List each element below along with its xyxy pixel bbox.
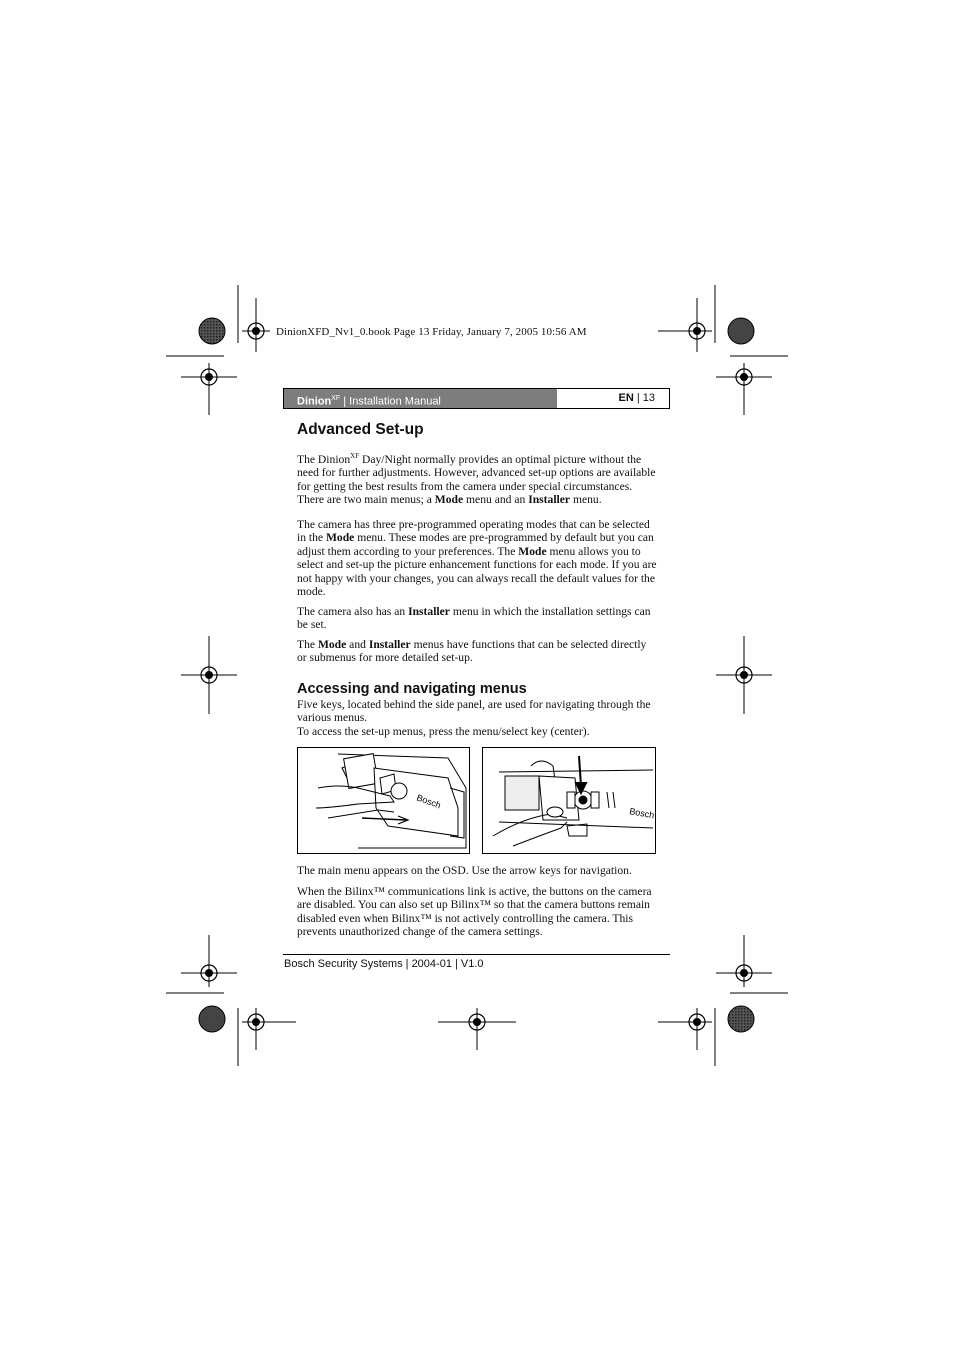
text-sup: XF [350,452,360,460]
term-mode: Mode [434,493,464,507]
term-mode: Mode [317,637,347,651]
header-title [284,389,557,408]
text-run: The Dinion [297,452,351,466]
figure-right-label: Bosch [628,806,655,821]
term-installer: Installer [408,604,450,618]
header-product-sup: XF [331,395,341,402]
paragraph [297,450,657,507]
paragraph: When the Bilinx™ communications link is active, the buttons on the camera are disabled. You can also set up Bilinx™ so that the camera buttons remain disabled even when Bilinx™ is not actively controlling the camera. This prevents unauthorized change of the camera settings. [297,884,652,938]
text-run: menu. [570,493,602,507]
post-figure-text [297,864,657,939]
text-run: The camera also has an [297,604,409,618]
paragraph: The main menu appears on the OSD. Use the arrow keys for navigation. [297,864,632,877]
header-doc-type: Installation Manual [349,395,441,408]
paragraph: To access the set-up menus, press the menu/select key (center). [297,724,590,738]
camera-illustration-left [298,748,469,853]
running-header [283,388,670,409]
text-run: menu. These modes are pre-programmed by default but you can adjust them according to your preferences. The [297,531,654,558]
header-separator: | [340,395,350,408]
main-content [297,420,657,738]
text-run: menu and an [463,493,529,507]
figure-left-label: Bosch [415,792,443,811]
header-page-sep: | [633,392,643,404]
text-run: menus have functions that can be selected directly or submenus for more detailed set-up. [297,637,647,665]
paragraph [297,638,657,665]
footer-rule [283,954,670,955]
term-mode: Mode [518,544,547,558]
page-footer: Bosch Security Systems | 2004-01 | V1.0 [284,958,484,970]
section-title-advanced-setup: Advanced Set-up [297,421,424,438]
figure-open-side-panel [297,747,470,854]
text-run: menu allows you to select and set-up the picture enhancement functions for each mode. If you are not happy with your changes, you can always recall the default values for the mode. [297,544,657,599]
text-run: The camera has three pre-programmed operating modes that can be selected in the [297,517,650,545]
paragraph: Five keys, located behind the side panel, are used for navigating through the various menus. [297,697,651,725]
header-page-number: 13 [642,392,655,404]
figure-press-center-key [482,747,656,854]
text-run: The [297,637,318,651]
text-run: Day/Night normally provides an optimal picture without the need for further adjustments. However, advanced set-up options are available for getting the best results from the camera under special circumstances. There are two main menus; a [297,452,656,507]
term-installer: Installer [368,637,411,651]
print-slug: DinionXFD_Nv1_0.book Page 13 Friday, January 7, 2005 10:56 AM [276,326,587,338]
paragraph [297,518,657,599]
text-run: and [346,637,369,651]
header-product: Dinion [297,395,332,408]
term-mode: Mode [325,531,355,545]
text-run: menu in which the installation settings can be set. [297,604,651,632]
section-title-accessing-menus: Accessing and navigating menus [297,680,527,697]
camera-illustration-right [483,748,655,853]
paragraph [297,605,657,632]
header-lang: EN [618,392,634,404]
header-page [557,389,669,408]
term-installer: Installer [528,493,571,507]
